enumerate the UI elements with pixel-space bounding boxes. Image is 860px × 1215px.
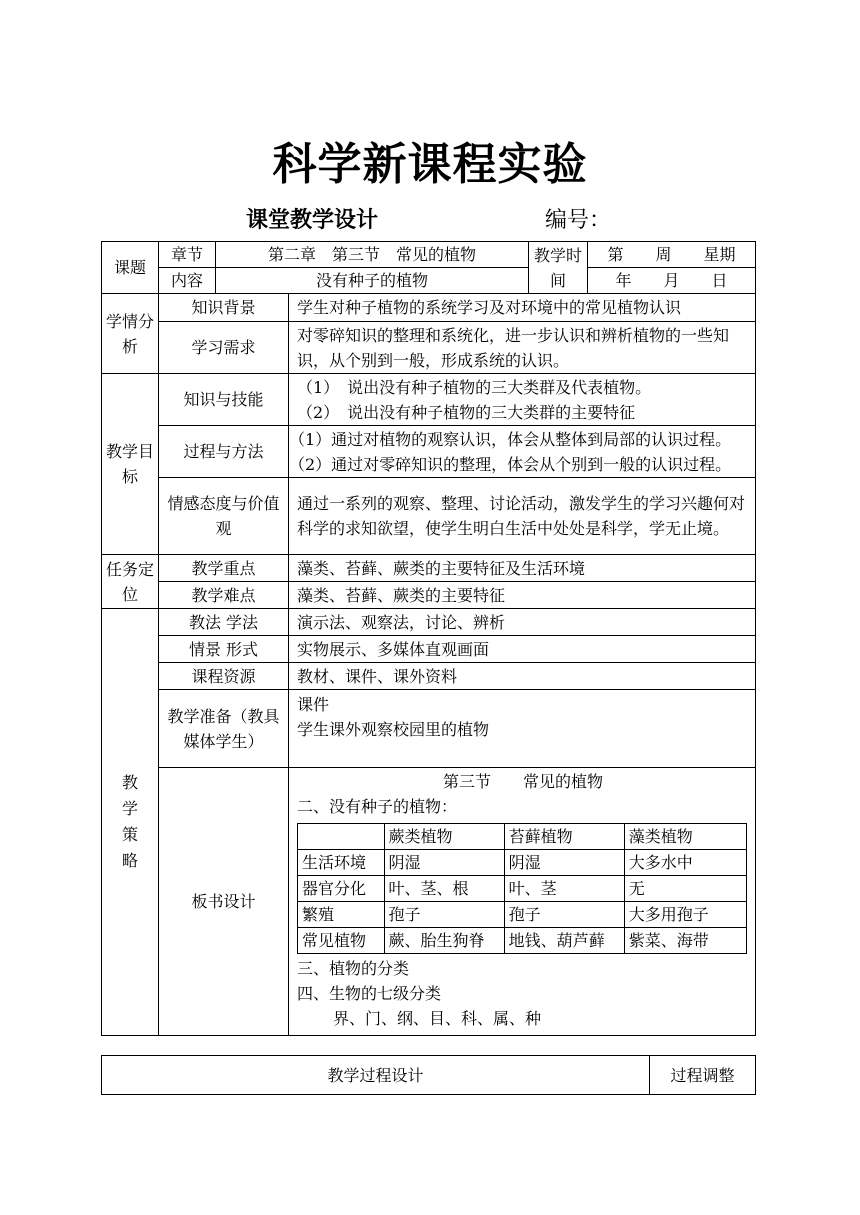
board-label: 板书设计 — [159, 768, 289, 1036]
table-cell: 紫菜、海带 — [624, 928, 746, 954]
table-cell: 器官分化 — [298, 876, 385, 902]
table-cell: 大多用孢子 — [624, 902, 746, 928]
process-text — [289, 426, 756, 478]
analysis-row-text: 学生对种子植物的系统学习及对环境中的常见植物认识 — [289, 294, 756, 322]
task-label: 任务定位 — [102, 555, 159, 609]
table-cell: 蕨类植物 — [384, 824, 504, 850]
table-row — [298, 876, 747, 902]
table-cell: 叶、茎 — [504, 876, 624, 902]
analysis-label: 学情分析 — [102, 294, 159, 374]
key-label: 教学重点 — [159, 555, 289, 582]
table-cell: 大多水中 — [624, 850, 746, 876]
table-cell: 蕨、胎生狗脊 — [384, 928, 504, 954]
method-label: 教法 学法 — [159, 609, 289, 636]
plant-comparison-table — [297, 823, 747, 954]
scene-text: 实物展示、多媒体直观画面 — [289, 636, 756, 663]
table-cell: 孢子 — [504, 902, 624, 928]
knowledge-line: （2） 说出没有种子植物的三大类群的主要特征 — [297, 402, 636, 422]
knowledge-text — [289, 374, 756, 426]
table-cell: 藻类植物 — [624, 824, 746, 850]
table-cell: 繁殖 — [298, 902, 385, 928]
table-header-row — [298, 824, 747, 850]
method-text: 演示法、观察法，讨论、辨析 — [289, 609, 756, 636]
content-label: 内容 — [159, 268, 216, 294]
analysis-row-label: 学习需求 — [159, 322, 289, 374]
emotion-text: 通过一系列的观察、整理、讨论活动，激发学生的学习兴趣何对科学的求知欲望，使学生明白生活中处处是科学，学无止境。 — [289, 478, 756, 555]
table-cell — [298, 824, 385, 850]
page-title: 科学新课程实验 — [272, 139, 588, 190]
board-heading-2: 二、没有种子的植物： — [297, 797, 458, 816]
number-label: 编号： — [545, 208, 612, 233]
emotion-label: 情感态度与价值观 — [159, 478, 289, 555]
table-cell: 无 — [624, 876, 746, 902]
lesson-plan-table — [101, 241, 756, 1036]
process-design-label: 教学过程设计 — [102, 1056, 650, 1095]
strategy-label-text: 教学策略 — [121, 773, 138, 870]
chapter-value: 第二章 第三节 常见的植物 — [216, 242, 529, 268]
board-heading-4: 四、生物的七级分类 — [297, 984, 442, 1003]
resource-label: 课程资源 — [159, 663, 289, 690]
process-adjust-label: 过程调整 — [650, 1056, 756, 1095]
resource-text: 教材、课件、课外资料 — [289, 663, 756, 690]
table-row — [298, 850, 747, 876]
difficult-label: 教学难点 — [159, 582, 289, 609]
knowledge-line: （1） 说出没有种子植物的三大类群及代表植物。 — [297, 377, 652, 397]
chapter-label: 章节 — [159, 242, 216, 268]
page-subtitle: 课堂教学设计 — [246, 208, 379, 233]
scene-label: 情景 形式 — [159, 636, 289, 663]
table-row — [298, 902, 747, 928]
table-row — [298, 928, 747, 954]
board-design — [289, 768, 756, 1036]
week-text: 第 周 星期 — [588, 242, 756, 268]
board-heading-3: 三、植物的分类 — [297, 959, 410, 978]
strategy-label — [102, 609, 159, 1036]
table-cell: 阴湿 — [504, 850, 624, 876]
table-cell: 地钱、葫芦藓 — [504, 928, 624, 954]
analysis-row-label: 知识背景 — [159, 294, 289, 322]
process-design-table — [101, 1055, 756, 1095]
difficult-text: 藻类、苔藓、蕨类的主要特征 — [289, 582, 756, 609]
knowledge-label: 知识与技能 — [159, 374, 289, 426]
analysis-row-text: 对零碎知识的整理和系统化，进一步认识和辨析植物的一些知识，从个别到一般，形成系统的认识。 — [289, 322, 756, 374]
prep-line: 学生课外观察校园里的植物 — [297, 720, 490, 739]
key-text: 藻类、苔藓、蕨类的主要特征及生活环境 — [289, 555, 756, 582]
goals-label: 教学目标 — [102, 374, 159, 555]
table-cell: 苔藓植物 — [504, 824, 624, 850]
table-cell: 叶、茎、根 — [384, 876, 504, 902]
prep-text — [289, 690, 756, 768]
process-line: （2）通过对零碎知识的整理，体会从个别到一般的认识过程。 — [289, 454, 732, 474]
board-title: 第三节 常见的植物 — [443, 772, 604, 791]
content-value: 没有种子的植物 — [216, 268, 529, 294]
process-label: 过程与方法 — [159, 426, 289, 478]
prep-line: 课件 — [297, 695, 330, 714]
process-line: （1）通过对植物的观察认识，体会从整体到局部的认识过程。 — [289, 429, 732, 449]
board-ranks: 界、门、纲、目、科、属、种 — [333, 1009, 542, 1028]
topic-label: 课题 — [102, 242, 159, 294]
table-cell: 阴湿 — [384, 850, 504, 876]
table-cell: 孢子 — [384, 902, 504, 928]
table-cell: 常见植物 — [298, 928, 385, 954]
time-label: 教学时间 — [529, 242, 588, 294]
date-text: 年 月 日 — [588, 268, 756, 294]
table-cell: 生活环境 — [298, 850, 385, 876]
prep-label: 教学准备（教具 媒体学生） — [159, 690, 289, 768]
